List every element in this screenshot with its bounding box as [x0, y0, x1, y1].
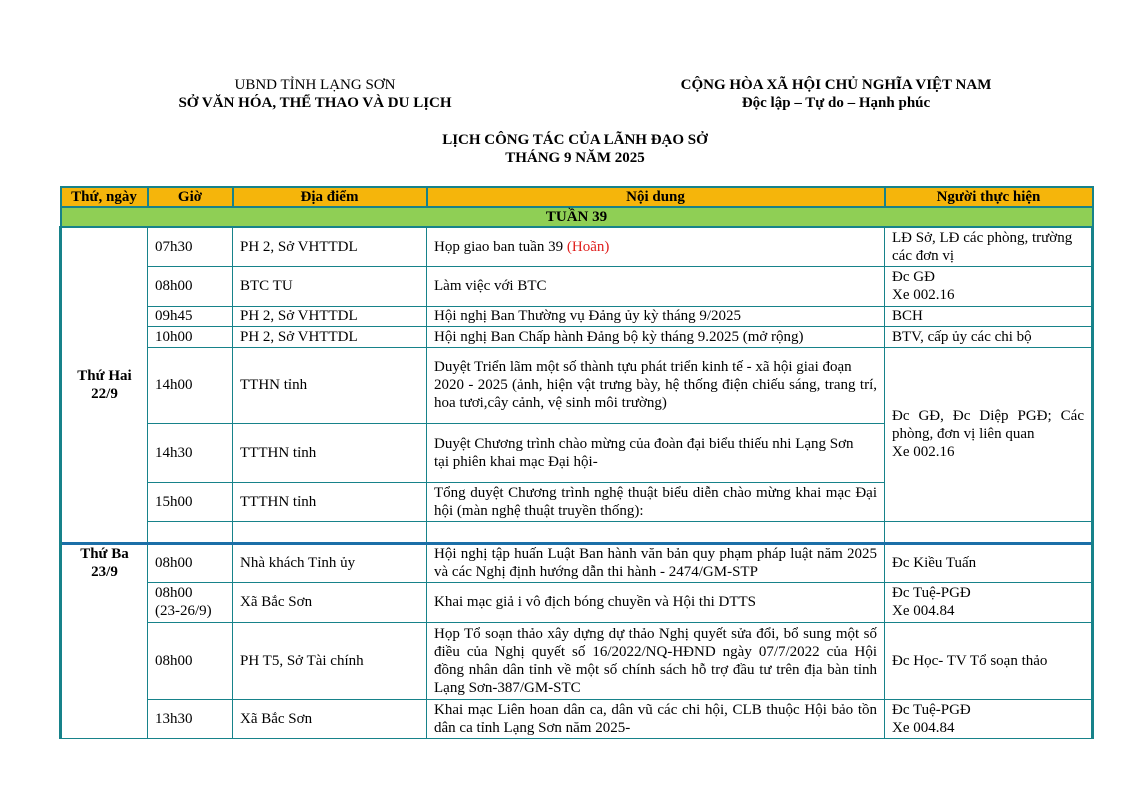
content-cell	[427, 227, 885, 266]
week-label: TUẦN 39	[61, 207, 1093, 227]
content-cell	[427, 521, 885, 543]
content-line: Duyệt Chương trình chào mừng của đoàn đại biểu thiếu nhi Lạng Sơn	[434, 435, 854, 452]
place-cell: PH 2, Sở VHTTDL	[233, 227, 427, 266]
time-cell: 07h30	[148, 227, 233, 266]
day-cell-tuesday	[61, 543, 148, 738]
title-line1: LỊCH CÔNG TÁC CỦA LÃNH ĐẠO SỞ	[442, 132, 708, 148]
vehicle-line: Xe 004.84	[892, 603, 955, 619]
time-cell: 10h00	[148, 326, 233, 347]
table-row	[61, 699, 1093, 738]
document-title	[0, 131, 1123, 167]
country-name: CỘNG HÒA XÃ HỘI CHỦ NGHĨA VIỆT NAM	[680, 77, 992, 93]
person-cell: BCH	[885, 306, 1093, 326]
motto: Độc lập – Tự do – Hạnh phúc	[741, 95, 931, 111]
person-cell: BTV, cấp ủy các chi bộ	[885, 326, 1093, 347]
person-cell: LĐ Sở, LĐ các phòng, trường các đơn vị	[885, 227, 1093, 266]
day-name: Thứ Ba	[80, 545, 129, 562]
person-cell	[885, 699, 1093, 738]
table-header-row	[61, 187, 1093, 207]
issuer-block	[168, 76, 462, 112]
content-cell: Hội nghị tập huấn Luật Ban hành văn bản quy phạm pháp luật năm 2025 và các Nghị định hướng dẫn thi hành - 2474/GM-STP	[427, 543, 885, 582]
postponed-note: (Hoãn)	[566, 238, 610, 255]
place-cell: Xã Bắc Sơn	[233, 582, 427, 622]
place-cell: Nhà khách Tỉnh ủy	[233, 543, 427, 582]
person-line: Đc GĐ	[892, 269, 935, 285]
place-cell: TTTHN tỉnh	[233, 482, 427, 521]
vehicle-line: Xe 002.16	[892, 444, 955, 460]
time-cell	[148, 582, 233, 622]
day-name: Thứ Hai	[77, 367, 132, 384]
place-cell: Xã Bắc Sơn	[233, 699, 427, 738]
col-header-place: Địa điểm	[233, 187, 427, 207]
time-range-line: (23-26/9)	[155, 603, 212, 619]
table-row	[61, 543, 1093, 582]
content-line: tại phiên khai mạc Đại hội-	[434, 453, 598, 470]
person-cell: Đc Kiều Tuấn	[885, 543, 1093, 582]
table-row	[61, 347, 1093, 423]
vehicle-line: Xe 002.16	[892, 287, 955, 303]
vehicle-line: Xe 004.84	[892, 719, 955, 736]
time-cell: 15h00	[148, 482, 233, 521]
place-cell: BTC TU	[233, 266, 427, 306]
table-row	[61, 622, 1093, 699]
time-cell: 08h00	[148, 266, 233, 306]
day-cell-monday	[61, 227, 148, 543]
time-cell	[148, 521, 233, 543]
issuer-department: SỞ VĂN HÓA, THỂ THAO VÀ DU LỊCH	[178, 95, 452, 111]
table-row	[61, 266, 1093, 306]
content-cell: Khai mạc giả i vô địch bóng chuyền và Hội thi DTTS	[427, 582, 885, 622]
col-header-day: Thứ, ngày	[61, 187, 148, 207]
table-row	[61, 582, 1093, 622]
week-row	[61, 207, 1093, 227]
title-line2: THÁNG 9 NĂM 2025	[505, 150, 645, 166]
person-cell	[885, 266, 1093, 306]
content-cell: Hội nghị Ban Thường vụ Đảng ủy kỳ tháng 9/2025	[427, 306, 885, 326]
time-cell: 08h00	[148, 543, 233, 582]
person-line: Đc GĐ, Đc Diệp PGĐ; Các phòng, đơn vị liên quan	[892, 408, 1084, 442]
col-header-time: Giờ	[148, 187, 233, 207]
content-text: Họp giao ban tuần 39	[434, 238, 567, 255]
table-row	[61, 306, 1093, 326]
content-cell	[427, 347, 885, 423]
time-cell: 08h00	[148, 622, 233, 699]
place-cell: PH 2, Sở VHTTDL	[233, 306, 427, 326]
table-row	[61, 227, 1093, 266]
col-header-person: Người thực hiện	[885, 187, 1093, 207]
time-cell: 09h45	[148, 306, 233, 326]
person-cell	[885, 521, 1093, 543]
content-line: 2020 - 2025 (ảnh, hiện vật trưng bày, hệ thống điện chiếu sáng, trang trí, hoa tươi,cây cảnh, vệ sinh môi trường)	[434, 377, 877, 411]
content-cell	[427, 423, 885, 482]
content-cell: Tổng duyệt Chương trình nghệ thuật biểu diễn chào mừng khai mạc Đại hội (màn nghệ thuật truyền thống):	[427, 482, 885, 521]
national-motto-block	[660, 76, 1012, 112]
content-cell: Khai mạc Liên hoan dân ca, dân vũ các chi hội, CLB thuộc Hội bảo tồn dân ca tỉnh Lạng Sơn năm 2025-	[427, 699, 885, 738]
time-cell: 13h30	[148, 699, 233, 738]
time-line: 08h00	[155, 585, 193, 601]
place-cell: TTTHN tỉnh	[233, 423, 427, 482]
schedule-table	[59, 186, 1094, 739]
person-cell-merged	[885, 347, 1093, 521]
place-cell	[233, 521, 427, 543]
content-cell: Họp Tổ soạn thảo xây dựng dự thảo Nghị quyết sửa đổi, bổ sung một số điều của Nghị quyết số 16/2022/NQ-HĐND ngày 07/7/2022 của Hội đồng nhân dân tỉnh về một số chính sách hỗ trợ đầu tư trên địa bàn tỉnh Lạng Sơn-387/GM-STC	[427, 622, 885, 699]
blank-row	[61, 521, 1093, 543]
issuer-province: UBND TỈNH LẠNG SƠN	[234, 77, 396, 93]
day-date: 22/9	[91, 385, 118, 402]
table-row	[61, 326, 1093, 347]
place-cell: PH T5, Sở Tài chính	[233, 622, 427, 699]
content-line: Duyệt Triển lãm một số thành tựu phát triển kinh tế - xã hội giai đoạn	[434, 359, 852, 375]
person-line: Đc Tuệ-PGĐ	[892, 701, 971, 718]
col-header-content: Nội dung	[427, 187, 885, 207]
person-cell: Đc Học- TV Tổ soạn thảo	[885, 622, 1093, 699]
place-cell: TTHN tỉnh	[233, 347, 427, 423]
time-cell: 14h30	[148, 423, 233, 482]
time-cell: 14h00	[148, 347, 233, 423]
place-cell: PH 2, Sở VHTTDL	[233, 326, 427, 347]
person-cell	[885, 582, 1093, 622]
content-cell: Hội nghị Ban Chấp hành Đảng bộ kỳ tháng 9.2025 (mở rộng)	[427, 326, 885, 347]
content-cell: Làm việc với BTC	[427, 266, 885, 306]
day-date: 23/9	[91, 563, 118, 580]
person-line: Đc Tuệ-PGĐ	[892, 585, 971, 601]
